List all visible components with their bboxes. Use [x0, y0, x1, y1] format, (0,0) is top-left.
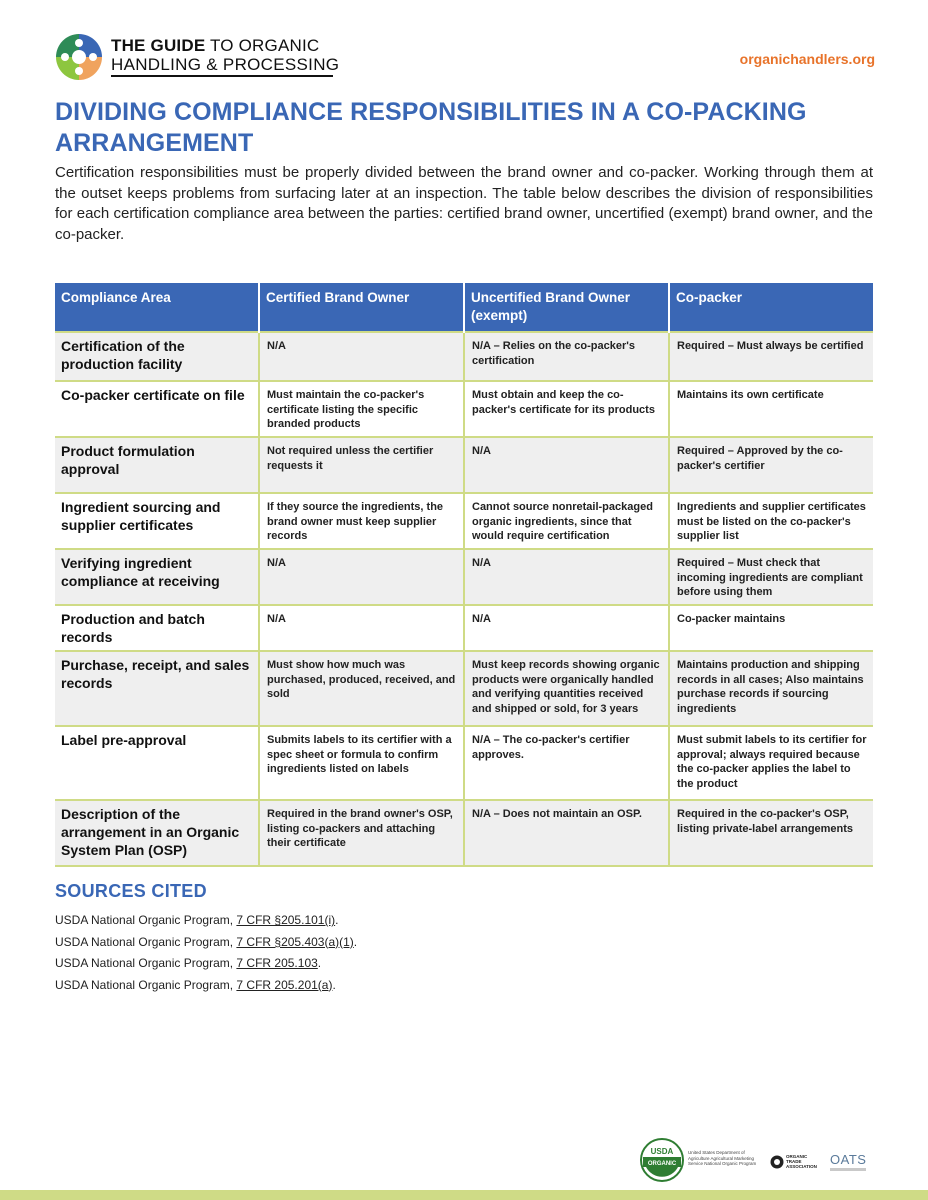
table-row [55, 381, 873, 437]
table-cell: Maintains its own certificate [669, 381, 873, 437]
site-url-link[interactable]: organichandlers.org [739, 51, 875, 67]
source-item: USDA National Organic Program, 7 CFR 205.201(a). [55, 977, 336, 992]
intro-paragraph: Certification responsibilities must be properly divided between the brand owner and co-packer. Working through them at the outset keeps problems from surfacing later at an inspection. The table below describes the division of responsibilities for each certification compliance area between the parties: certified brand owner, uncertified (exempt) brand owner, and the co-packer. [55, 164, 873, 243]
header-co-packer: Co-packer [669, 283, 873, 332]
table-cell: Must obtain and keep the co-packer's certificate for its products [464, 381, 669, 437]
logo-underline [111, 75, 333, 77]
table-cell: Required – Must check that incoming ingredients are compliant before using them [669, 549, 873, 605]
table-cell: Co-packer certificate on file [55, 381, 259, 437]
table-cell: Required – Approved by the co-packer's certifier [669, 437, 873, 493]
table-cell: Description of the arrangement in an Organic System Plan (OSP) [55, 800, 259, 866]
source-item: USDA National Organic Program, 7 CFR §205.101(i). [55, 913, 339, 927]
page-header [55, 33, 875, 81]
oats-logo: OATS [830, 1152, 867, 1167]
table-cell: Label pre-approval [55, 726, 259, 800]
table-cell: Must show how much was purchased, produced, received, and sold [259, 651, 464, 726]
table-row [55, 332, 873, 381]
compliance-table [55, 283, 873, 867]
table-cell: Purchase, receipt, and sales records [55, 651, 259, 726]
guide-logo-text [111, 36, 341, 74]
table-cell: Ingredient sourcing and supplier certificates [55, 493, 259, 549]
table-row [55, 726, 873, 800]
sources-title: SOURCES CITED [55, 881, 207, 901]
source-item: USDA National Organic Program, 7 CFR 205.103. [55, 956, 322, 970]
oats-underline [830, 1168, 866, 1171]
table-cell: Cannot source nonretail-packaged organic ingredients, since that would require certification [464, 493, 669, 549]
usda-agency-text: United States Department of Agriculture Agricultural Marketing Service National Organic Program [688, 1150, 757, 1167]
table-cell: Must keep records showing organic products were organically handled and verifying quantities received and shipped or sold, for 3 years [464, 651, 669, 726]
table-row [55, 437, 873, 493]
logo-line-2: HANDLING & PROCESSING [111, 55, 340, 74]
table-header-row [55, 283, 873, 332]
usda-organic-seal-icon [640, 1138, 684, 1182]
table-cell: N/A [464, 549, 669, 605]
header-uncertified-brand-owner: Uncertified Brand Owner (exempt) [464, 283, 669, 332]
table-cell: Maintains production and shipping records in all cases; Also maintains purchase records if sourcing ingredients [669, 651, 873, 726]
table-cell: N/A [464, 605, 669, 651]
table-row [55, 800, 873, 866]
table-cell: N/A – Does not maintain an OSP. [464, 800, 669, 866]
table-row [55, 493, 873, 549]
table-cell: N/A – Relies on the co-packer's certification [464, 332, 669, 381]
svg-text:ORGANIC: ORGANIC [647, 1161, 677, 1167]
table-cell: Production and batch records [55, 605, 259, 651]
svg-text:USDA: USDA [650, 1147, 674, 1156]
table-cell: Product formulation approval [55, 437, 259, 493]
table-row [55, 651, 873, 726]
table-cell: N/A [464, 437, 669, 493]
table-cell: Verifying ingredient compliance at receiving [55, 549, 259, 605]
bottom-accent-bar [0, 1190, 928, 1200]
ota-logo [770, 1155, 820, 1169]
table-cell: Must maintain the co-packer's certificate listing the specific branded products [259, 381, 464, 437]
table-row [55, 605, 873, 651]
header-compliance-area: Compliance Area [55, 283, 259, 332]
source-link[interactable]: 7 CFR §205.101(i) [236, 913, 336, 927]
source-link[interactable]: 7 CFR §205.403(a)(1) [236, 934, 354, 949]
table-cell: N/A [259, 332, 464, 381]
table-cell: Co-packer maintains [669, 605, 873, 651]
table-cell: N/A – The co-packer's certifier approves. [464, 726, 669, 800]
table-cell: Not required unless the certifier requests it [259, 437, 464, 493]
table-cell: Certification of the production facility [55, 332, 259, 381]
table-cell: If they source the ingredients, the brand owner must keep supplier records [259, 493, 464, 549]
source-link[interactable]: 7 CFR 205.103 [236, 956, 318, 970]
guide-logo-icon [55, 33, 103, 81]
table-row [55, 549, 873, 605]
table-cell: Required in the brand owner's OSP, listing co-packers and attaching their certificate [259, 800, 464, 866]
table-cell: Must submit labels to its certifier for approval; always required because the co-packer applies the label to the product [669, 726, 873, 800]
ota-icon [770, 1155, 784, 1169]
source-link[interactable]: 7 CFR 205.201(a) [236, 977, 333, 992]
table-cell: Required in the co-packer's OSP, listing private-label arrangements [669, 800, 873, 866]
footer-logos [640, 1138, 875, 1186]
table-cell: Ingredients and supplier certificates must be listed on the co-packer's supplier list [669, 493, 873, 549]
table-cell: N/A [259, 605, 464, 651]
logo-line-1: THE GUIDE TO ORGANIC [111, 36, 320, 55]
header-certified-brand-owner: Certified Brand Owner [259, 283, 464, 332]
page-title: DIVIDING COMPLIANCE RESPONSIBILITIES IN A CO-PACKING ARRANGEMENT [55, 98, 807, 157]
table-cell: Required – Must always be certified [669, 332, 873, 381]
ota-text: ORGANIC TRADE ASSOCIATION [786, 1154, 817, 1169]
table-cell: N/A [259, 549, 464, 605]
sources-list [55, 910, 655, 996]
table-cell: Submits labels to its certifier with a spec sheet or formula to confirm ingredients listed on labels [259, 726, 464, 800]
source-item: USDA National Organic Program, 7 CFR §205.403(a)(1). [55, 934, 358, 949]
